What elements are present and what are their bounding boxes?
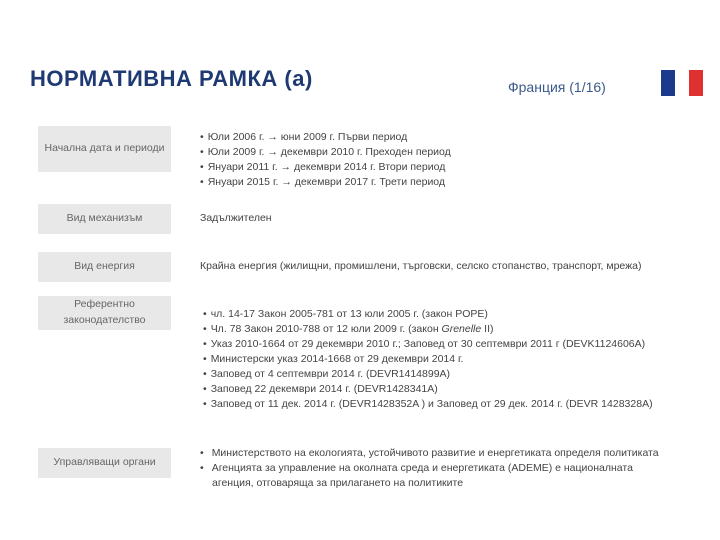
energy-value: Крайна енергия (жилищни, промишлени, търговски, селско стопанство, транспорт, мрежа) [200,260,642,272]
period-item: • Юли 2009 г. → декември 2010 г. Преходен период [200,145,451,160]
bodies-item: • Агенцията за управление на околната среда и енергетиката (ADEME) е националната агенция, отговаряща за прилагането на политиките [200,461,660,491]
page-title: НОРМАТИВНА РАМКА (a) [30,66,313,91]
legislation-list [203,307,653,412]
legislation-item: • Заповед от 11 дек. 2014 г. (DEVR1428352A ) и Заповед от 29 дек. 2014 г. (DEVR 1428328A) [203,397,653,412]
france-flag-icon [661,70,703,96]
label-mechanism [38,204,171,234]
period-item: • Януари 2015 г. → декември 2017 г. Трети период [200,175,451,190]
bodies-item: • Министерството на екологията, устойчивото развитие и енергетиката определя политиката [200,446,660,461]
label-bodies-text: Управляващи органи [53,456,156,469]
legislation-item: • чл. 14-17 Закон 2005-781 от 13 юли 2005 г. (закон POPE) [203,307,653,322]
flag-stripe-white [675,70,689,96]
label-periods-text: Начална дата и периоди [44,142,165,155]
label-energy-text: Вид енергия [74,260,135,273]
label-energy [38,252,171,282]
label-mechanism-text: Вид механизъм [66,212,143,225]
legislation-item: • Чл. 78 Закон 2010-788 от 12 юли 2009 г. (закон Grenelle II) [203,322,653,337]
legislation-item: • Указ 2010-1664 от 29 декември 2010 г.; Заповед от 30 септември 2011 г (DEVK1124606A) [203,337,653,352]
label-legislation-text: Референтно законодателство [63,298,146,326]
period-item: • Януари 2011 г. → декември 2014 г. Втори период [200,160,451,175]
flag-stripe-blue [661,70,675,96]
mechanism-value: Задължителен [200,212,272,224]
flag-stripe-red [689,70,703,96]
label-periods [38,126,171,172]
label-legislation [38,296,171,330]
page-subtitle: Франция (1/16) [508,79,606,95]
periods-list [200,130,451,190]
legislation-item: • Министерски указ 2014-1668 от 29 декември 2014 г. [203,352,653,367]
period-item: • Юли 2006 г. → юни 2009 г. Първи период [200,130,451,145]
bodies-list [200,446,660,491]
label-bodies [38,448,171,478]
legislation-item: • Заповед 22 декември 2014 г. (DEVR1428341A) [203,382,653,397]
legislation-item: • Заповед от 4 септември 2014 г. (DEVR1414899A) [203,367,653,382]
